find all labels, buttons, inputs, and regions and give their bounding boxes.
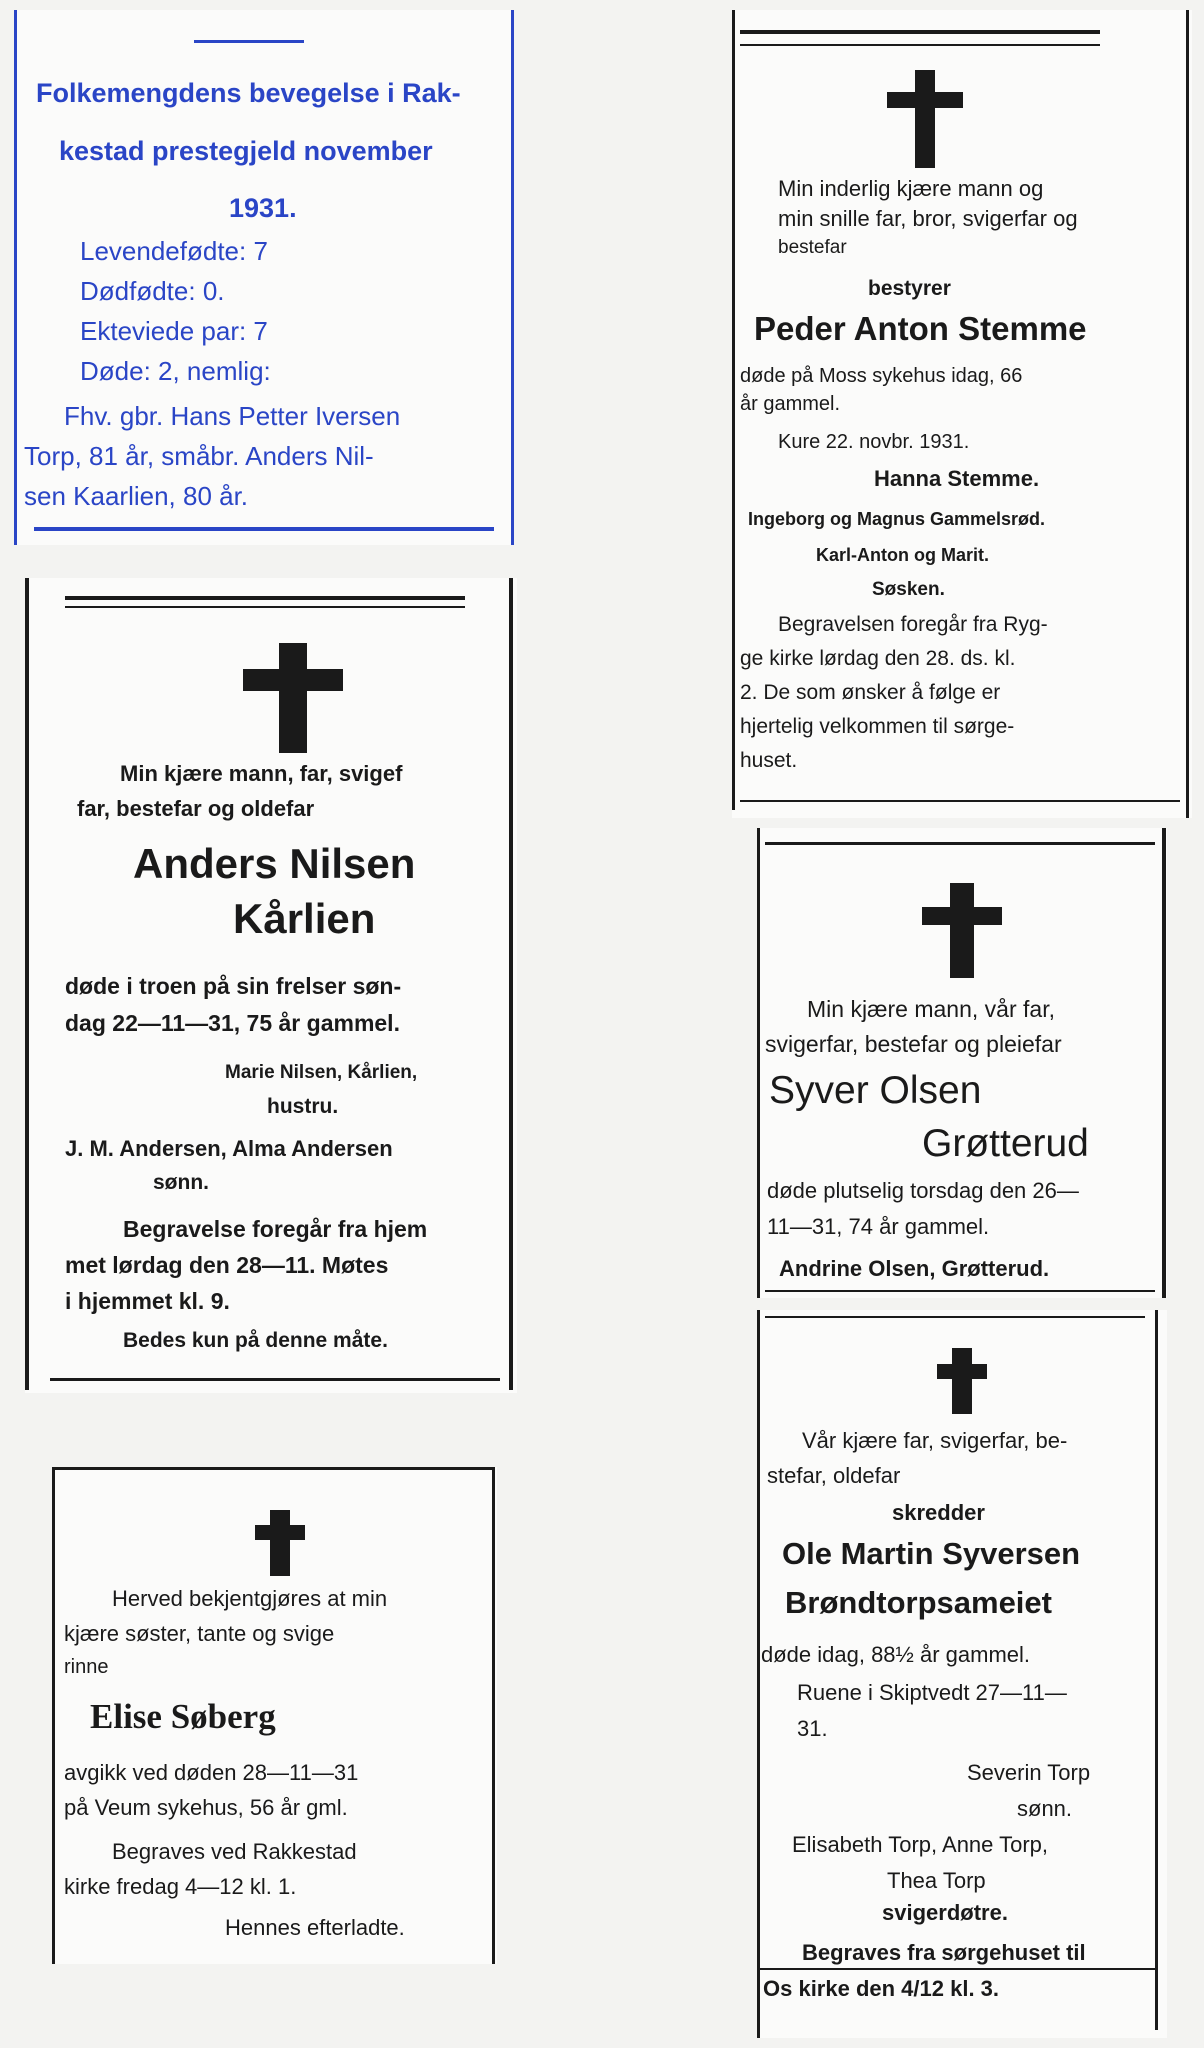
- intro-line-3: bestefar: [778, 237, 847, 258]
- cross-icon: [937, 1348, 987, 1414]
- cross-icon: [922, 883, 1002, 978]
- funeral-line-2: kirke fredag 4—12 kl. 1.: [64, 1874, 297, 1899]
- mourner-wife: Hanna Stemme.: [874, 466, 1040, 491]
- top-rule: [194, 40, 304, 43]
- funeral-line-3: 2. De som ønsker å følge er: [740, 681, 1001, 704]
- stats-title-line-2: kestad prestegjeld november: [59, 136, 433, 166]
- funeral-line-1: Begraves fra sørgehuset til: [802, 1940, 1086, 1965]
- right-border: [492, 1467, 495, 1964]
- death-line-2: på Veum sykehus, 56 år gml.: [64, 1795, 348, 1820]
- funeral-line-4: hjertelig velkommen til sørge-: [740, 715, 1015, 738]
- intro-line-1: Herved bekjentgjøres at min: [112, 1586, 388, 1611]
- top-rule-thin: [740, 44, 1100, 46]
- death-line-1: døde i troen på sin frelser søn-: [65, 973, 402, 999]
- death-line: døde idag, 88½ år gammel.: [761, 1642, 1031, 1667]
- place-date-line-2: 31.: [797, 1716, 828, 1741]
- clipping-obituary-soberg: [52, 1467, 497, 1964]
- title-occupation: bestyrer: [868, 277, 951, 300]
- mourner-daughter-in-law-3: Thea Torp: [887, 1868, 986, 1893]
- right-border: [1186, 10, 1189, 818]
- mourner-son-role: sønn.: [1017, 1796, 1073, 1821]
- intro-line-2: kjære søster, tante og svige: [64, 1621, 335, 1646]
- cross-icon: [255, 1510, 305, 1576]
- mourner-daughters-in-law: Elisabeth Torp, Anne Torp,: [792, 1832, 1049, 1857]
- intro-line-1: Min inderlig kjære mann og: [778, 176, 1044, 201]
- death-line-1: avgikk ved døden 28—11—31: [64, 1760, 359, 1785]
- funeral-line-1: Begravelse foregår fra hjem: [123, 1216, 428, 1242]
- stats-stillbirths: Dødfødte: 0.: [80, 276, 225, 306]
- mourner-role: svigerdøtre.: [882, 1900, 1008, 1925]
- funeral-line-5: huset.: [740, 749, 798, 772]
- intro-line-2: min snille far, bror, svigerfar og: [778, 206, 1078, 231]
- deceased-name-line-1: Syver Olsen: [769, 1069, 982, 1112]
- signoff: Hennes efterladte.: [225, 1915, 405, 1940]
- clipping-obituary-syversen: [757, 1310, 1167, 2038]
- intro-line-3: rinne: [64, 1656, 109, 1678]
- intro-line-1: Min kjære mann, far, svigef: [120, 761, 403, 786]
- intro-line-1: Vår kjære far, svigerfar, be-: [802, 1428, 1068, 1453]
- deceased-name: Peder Anton Stemme: [754, 310, 1087, 347]
- stats-detail-line-1: Fhv. gbr. Hans Petter Iversen: [64, 401, 401, 431]
- top-rule: [52, 1467, 495, 1470]
- title-occupation: skredder: [892, 1500, 985, 1525]
- right-border: [509, 578, 513, 1390]
- deceased-name-line-1: Anders Nilsen: [133, 840, 416, 887]
- left-border: [732, 10, 735, 810]
- intro-line-2: svigerfar, bestefar og pleiefar: [765, 1031, 1062, 1057]
- mourner-wife: Marie Nilsen, Kårlien,: [225, 1062, 418, 1083]
- place-date: Kure 22. novbr. 1931.: [778, 431, 970, 453]
- funeral-line-4: Bedes kun på denne måte.: [123, 1329, 388, 1352]
- stats-title-line-1: Folkemengdens bevegelse i Rak-: [36, 78, 461, 108]
- mourner-children-2: Karl-Anton og Marit.: [816, 545, 989, 565]
- funeral-line-1: Begravelsen foregår fra Ryg-: [778, 613, 1048, 636]
- right-border: [511, 10, 514, 545]
- funeral-line-1: Begraves ved Rakkestad: [112, 1839, 357, 1864]
- clipping-obituary-karlien: [25, 578, 517, 1393]
- deceased-name-line-2: Brøndtorpsameiet: [785, 1585, 1052, 1620]
- top-rule: [765, 842, 1155, 845]
- left-border: [757, 828, 760, 1298]
- right-border: [1162, 828, 1166, 1298]
- stats-detail-line-3: sen Kaarlien, 80 år.: [24, 481, 249, 511]
- stats-detail-line-2: Torp, 81 år, småbr. Anders Nil-: [24, 441, 374, 471]
- top-rule: [765, 1316, 1145, 1318]
- deceased-name-line-2: Kårlien: [233, 895, 376, 942]
- top-rule: [740, 30, 1100, 34]
- death-line-2: 11—31, 74 år gammel.: [767, 1214, 990, 1239]
- cross-icon: [243, 643, 343, 753]
- deceased-name-line-2: Grøtterud: [922, 1122, 1089, 1165]
- funeral-line-2: met lørdag den 28—11. Møtes: [65, 1252, 389, 1278]
- divider-rule: [757, 1968, 1157, 1970]
- top-rule-thin: [65, 606, 465, 608]
- funeral-line-2: ge kirke lørdag den 28. ds. kl.: [740, 647, 1016, 670]
- cross-icon: [887, 70, 963, 168]
- mourner-siblings: Søsken.: [872, 579, 945, 600]
- death-line-1: døde på Moss sykehus idag, 66: [740, 365, 1023, 387]
- place-date-line-1: Ruene i Skiptvedt 27—11—: [797, 1680, 1067, 1705]
- stats-deaths: Døde: 2, nemlig:: [80, 356, 271, 386]
- mourner-wife-role: hustru.: [267, 1095, 339, 1118]
- deceased-name: Elise Søberg: [90, 1697, 276, 1736]
- funeral-line-2: Os kirke den 4/12 kl. 3.: [763, 1976, 1000, 2001]
- intro-line-1: Min kjære mann, vår far,: [807, 996, 1055, 1022]
- deceased-name-line-1: Ole Martin Syversen: [782, 1536, 1081, 1571]
- intro-line-2: stefar, oldefar: [767, 1463, 901, 1488]
- funeral-line-3: i hjemmet kl. 9.: [65, 1288, 230, 1314]
- stats-live-births: Levendefødte: 7: [80, 236, 268, 266]
- mourner-son: J. M. Andersen, Alma Andersen: [65, 1136, 393, 1161]
- bottom-rule: [50, 1378, 500, 1381]
- clipping-obituary-grotterud: [757, 828, 1167, 1298]
- mourner: Andrine Olsen, Grøtterud.: [779, 1256, 1050, 1281]
- clipping-obituary-stemme: [732, 10, 1192, 818]
- stats-marriages: Ekteviede par: 7: [80, 316, 268, 346]
- left-border: [757, 1310, 760, 2038]
- bottom-rule: [34, 527, 494, 531]
- mourner-son: Severin Torp: [967, 1760, 1091, 1785]
- death-line-2: dag 22—11—31, 75 år gammel.: [65, 1010, 400, 1036]
- clipping-population-stats: [14, 10, 514, 545]
- death-line-1: døde plutselig torsdag den 26—: [767, 1178, 1079, 1203]
- left-border: [25, 578, 29, 1390]
- death-line-2: år gammel.: [740, 393, 841, 415]
- mourner-son-role: sønn.: [153, 1171, 209, 1194]
- top-rule: [65, 596, 465, 600]
- left-border: [52, 1467, 55, 1964]
- right-border: [1155, 1310, 1158, 2030]
- bottom-rule: [740, 800, 1180, 802]
- left-border: [14, 10, 17, 545]
- intro-line-2: far, bestefar og oldefar: [77, 796, 315, 821]
- stats-title-line-3: 1931.: [229, 193, 297, 223]
- mourner-children-1: Ingeborg og Magnus Gammelsrød.: [748, 509, 1046, 529]
- bottom-rule: [765, 1290, 1155, 1292]
